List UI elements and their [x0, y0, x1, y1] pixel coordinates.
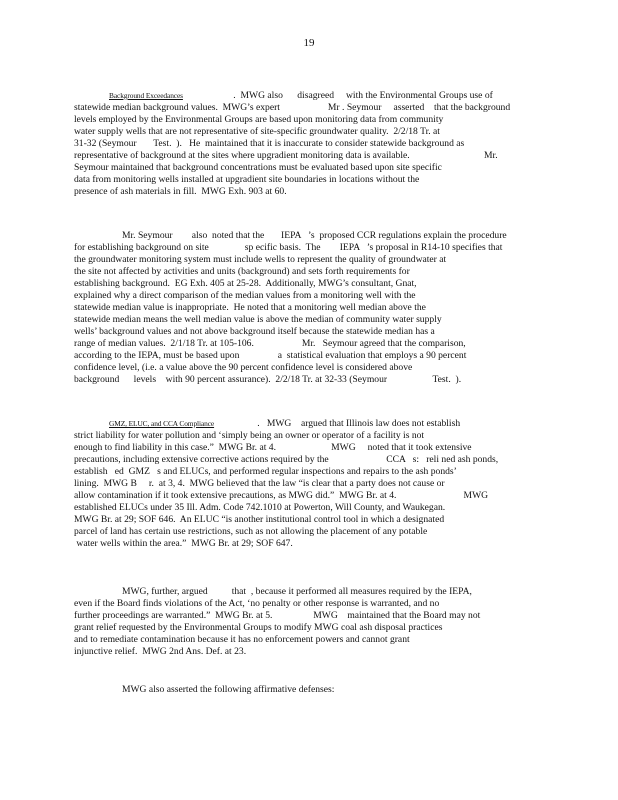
text-line	[74, 90, 544, 102]
section-heading-background-exceedances: Background Exceedances	[109, 91, 183, 100]
text-line: according to the IEPA, must be based upon a statistical evaluation that employs a 90 percent	[74, 350, 467, 361]
text-line: data from monitoring wells installed at upgradient site boundaries in locations without the	[74, 174, 420, 185]
text-line: precautions, including extensive corrective actions required by the CCA s: reli ned ash ponds,	[74, 454, 499, 465]
text-line: levels employed by the Environmental Groups are based upon monitoring data from community	[74, 114, 444, 125]
text-line: establish ed GMZ s and ELUCs, and performed regular inspections and repairs to the ash ponds’	[74, 466, 457, 477]
text-line: MWG also asserted the following affirmative defenses:	[74, 684, 335, 695]
text-line: even if the Board finds violations of the Act, ‘no penalty or other response is warranted, and no	[74, 598, 440, 609]
text-line: representative of background at the sites where upgradient monitoring data is available. Mr.	[74, 150, 498, 161]
text-line: injunctive relief. MWG 2nd Ans. Def. at 23.	[74, 646, 247, 657]
text-line: presence of ash materials in fill. MWG Exh. 903 at 60.	[74, 186, 287, 197]
text-line: enough to find liability in this case.” MWG Br. at 4. MWG noted that it took extensive	[74, 442, 472, 453]
text-line: 31-32 (Seymour Test. ). He maintained that it is inaccurate to consider statewide background as	[74, 138, 465, 149]
text-line: established ELUCs under 35 Ill. Adm. Code 742.1010 at Powerton, Will County, and Waukegan.	[74, 502, 446, 513]
text-line: range of median values. 2/1/18 Tr. at 105-106. Mr. Seymour agreed that the comparison,	[74, 338, 466, 349]
text-line: Mr. Seymour also noted that the IEPA ’s proposed CCR regulations explain the procedure	[74, 230, 507, 241]
section-heading-gmz-eluc-cca: GMZ, ELUC, and CCA Compliance	[109, 419, 215, 428]
text-line: grant relief requested by the Environmental Groups to modify MWG coal ash disposal practices	[74, 622, 443, 633]
text-line: statewide median value is inappropriate. He noted that a monitoring well median above the	[74, 302, 426, 313]
text-line: wells’ background values and not above background itself because the statewide median has a	[74, 326, 435, 337]
paragraph-mwg-further-argued	[74, 586, 544, 658]
text-line: statewide median means the well median value is above the median of community water supply	[74, 314, 442, 325]
paragraph-seymour-background	[74, 230, 544, 386]
text-line-rest: . MWG argued that Illinois law does not establish	[214, 418, 461, 429]
text-line: further proceedings are warranted.” MWG Br. at 5. MWG maintained that the Board may not	[74, 610, 481, 621]
text-line: parcel of land has certain use restrictions, such as not allowing the placement of any potable	[74, 526, 428, 537]
text-line: MWG, further, argued that , because it performed all measures required by the IEPA,	[74, 586, 472, 597]
text-line-rest: . MWG also disagreed with the Environmental Groups use of	[182, 90, 493, 101]
paragraph-gmz-eluc-cca	[74, 418, 544, 550]
text-line: MWG Br. at 29; SOF 646. An ELUC “is another institutional control tool in which a designated	[74, 514, 445, 525]
text-line: background levels with 90 percent assurance). 2/2/18 Tr. at 32-33 (Seymour Test. ).	[74, 374, 462, 385]
text-line: water wells within the area.” MWG Br. at 29; SOF 647.	[74, 538, 293, 549]
text-line: strict liability for water pollution and ‘simply being an owner or operator of a facility is not	[74, 430, 425, 441]
text-line: the site not affected by activities and units (background) and sets forth requirements for	[74, 266, 410, 277]
paragraph-affirmative-defenses	[74, 684, 544, 696]
text-line: allow contamination if it took extensive precautions, as MWG did.” MWG Br. at 4. MWG	[74, 490, 489, 501]
text-line: confidence level, (i.e. a value above the 90 percent confidence level is considered above	[74, 362, 413, 373]
text-line: the groundwater monitoring system must include wells to represent the quality of groundwater at	[74, 254, 447, 265]
text-line: for establishing background on site sp ecific basis. The IEPA ’s proposal in R14-10 specifies that	[74, 242, 503, 253]
paragraph-background-exceedances	[74, 90, 544, 198]
text-line: Seymour maintained that background concentrations must be evaluated based upon site specific	[74, 162, 442, 173]
text-line: lining. MWG B r. at 3, 4. MWG believed that the law “is clear that a party does not cause or	[74, 478, 445, 489]
text-line: and to remediate contamination because it has no enforcement powers and cannot grant	[74, 634, 410, 645]
text-line: statewide median background values. MWG’s expert Mr . Seymour asserted that the background	[74, 102, 511, 113]
page-number: 19	[303, 37, 315, 49]
text-line: explained why a direct comparison of the median values from a monitoring well with the	[74, 290, 416, 301]
text-line: establishing background. EG Exh. 405 at 25-28. Additionally, MWG’s consultant, Gnat,	[74, 278, 417, 289]
text-line	[74, 418, 544, 430]
text-line: water supply wells that are not representative of site-specific groundwater quality. 2/2/18 Tr. at	[74, 126, 440, 137]
